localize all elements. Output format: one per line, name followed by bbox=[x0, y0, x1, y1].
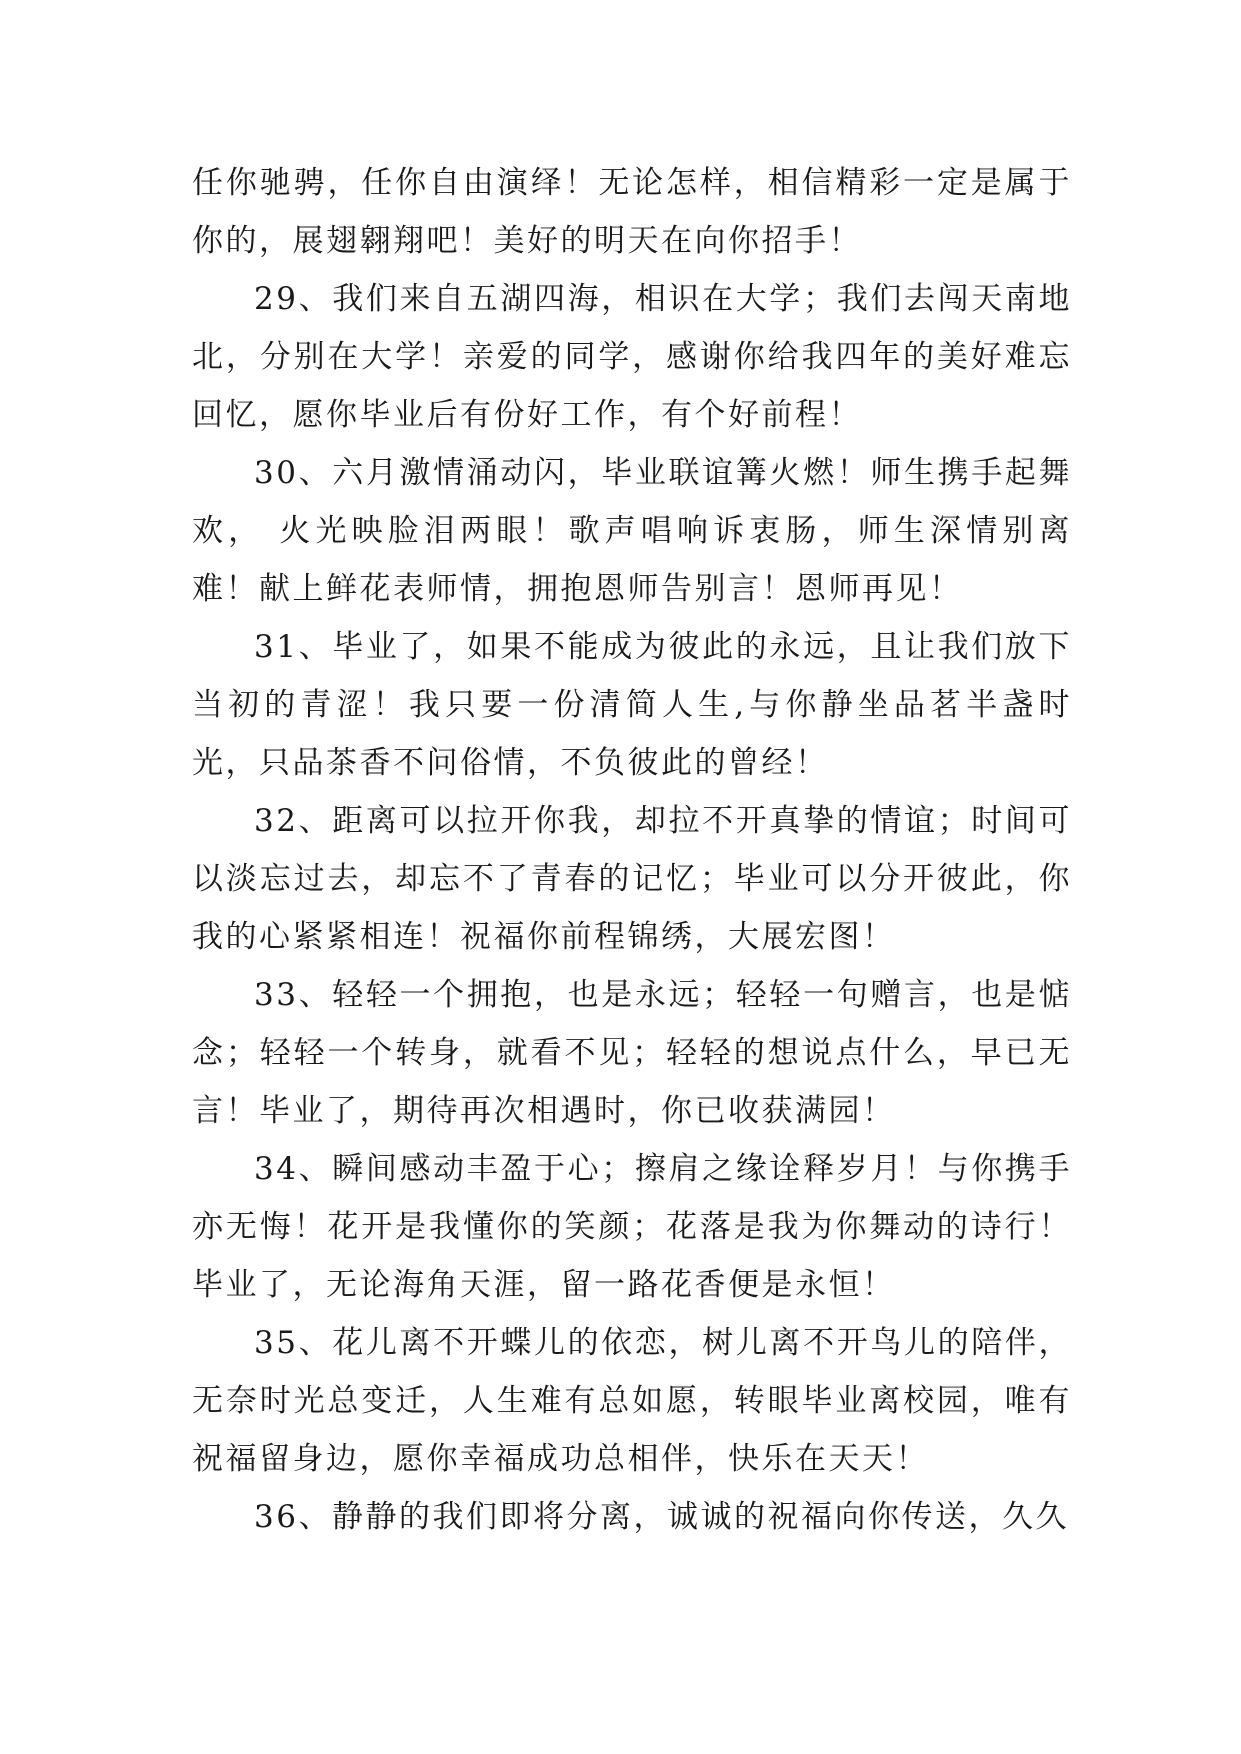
paragraph-33: 33、轻轻一个拥抱，也是永远；轻轻一句赠言，也是惦念；轻轻一个转身，就看不见；轻轻的想说点什么，早已无言！毕业了，期待再次相遇时，你已收获满园！ bbox=[192, 977, 1072, 1129]
document-body bbox=[192, 154, 1072, 1546]
paragraph-36: 36、静静的我们即将分离，诚诚的祝福向你传送，久久 bbox=[254, 1499, 1069, 1535]
paragraph-31: 31、毕业了，如果不能成为彼此的永远，且让我们放下当初的青涩！我只要一份清简人生,与你静坐品茗半盏时光，只品茶香不问俗情，不负彼此的曾经！ bbox=[192, 629, 1072, 781]
paragraph-continuation: 任你驰骋，任你自由演绎！无论怎样，相信精彩一定是属于你的，展翅翱翔吧！美好的明天在向你招手！ bbox=[192, 165, 1072, 259]
paragraph-32: 32、距离可以拉开你我，却拉不开真挚的情谊；时间可以淡忘过去，却忘不了青春的记忆；毕业可以分开彼此，你我的心紧紧相连！祝福你前程锦绣，大展宏图！ bbox=[192, 803, 1072, 955]
paragraph-35: 35、花儿离不开蝶儿的依恋，树儿离不开鸟儿的陪伴，无奈时光总变迁，人生难有总如愿，转眼毕业离校园，唯有祝福留身边，愿你幸福成功总相伴，快乐在天天！ bbox=[192, 1325, 1072, 1477]
paragraph-34: 34、瞬间感动丰盈于心；擦肩之缘诠释岁月！与你携手亦无悔！花开是我懂你的笑颜；花落是我为你舞动的诗行！毕业了，无论海角天涯，留一路花香便是永恒！ bbox=[192, 1151, 1072, 1303]
paragraph-29: 29、我们来自五湖四海，相识在大学；我们去闯天南地北，分别在大学！亲爱的同学，感谢你给我四年的美好难忘回忆，愿你毕业后有份好工作，有个好前程！ bbox=[192, 281, 1072, 433]
paragraph-30: 30、六月激情涌动闪，毕业联谊篝火燃！师生携手起舞欢， 火光映脸泪两眼！歌声唱响诉衷肠，师生深情别离难！献上鲜花表师情，拥抱恩师告别言！恩师再见！ bbox=[192, 455, 1072, 607]
